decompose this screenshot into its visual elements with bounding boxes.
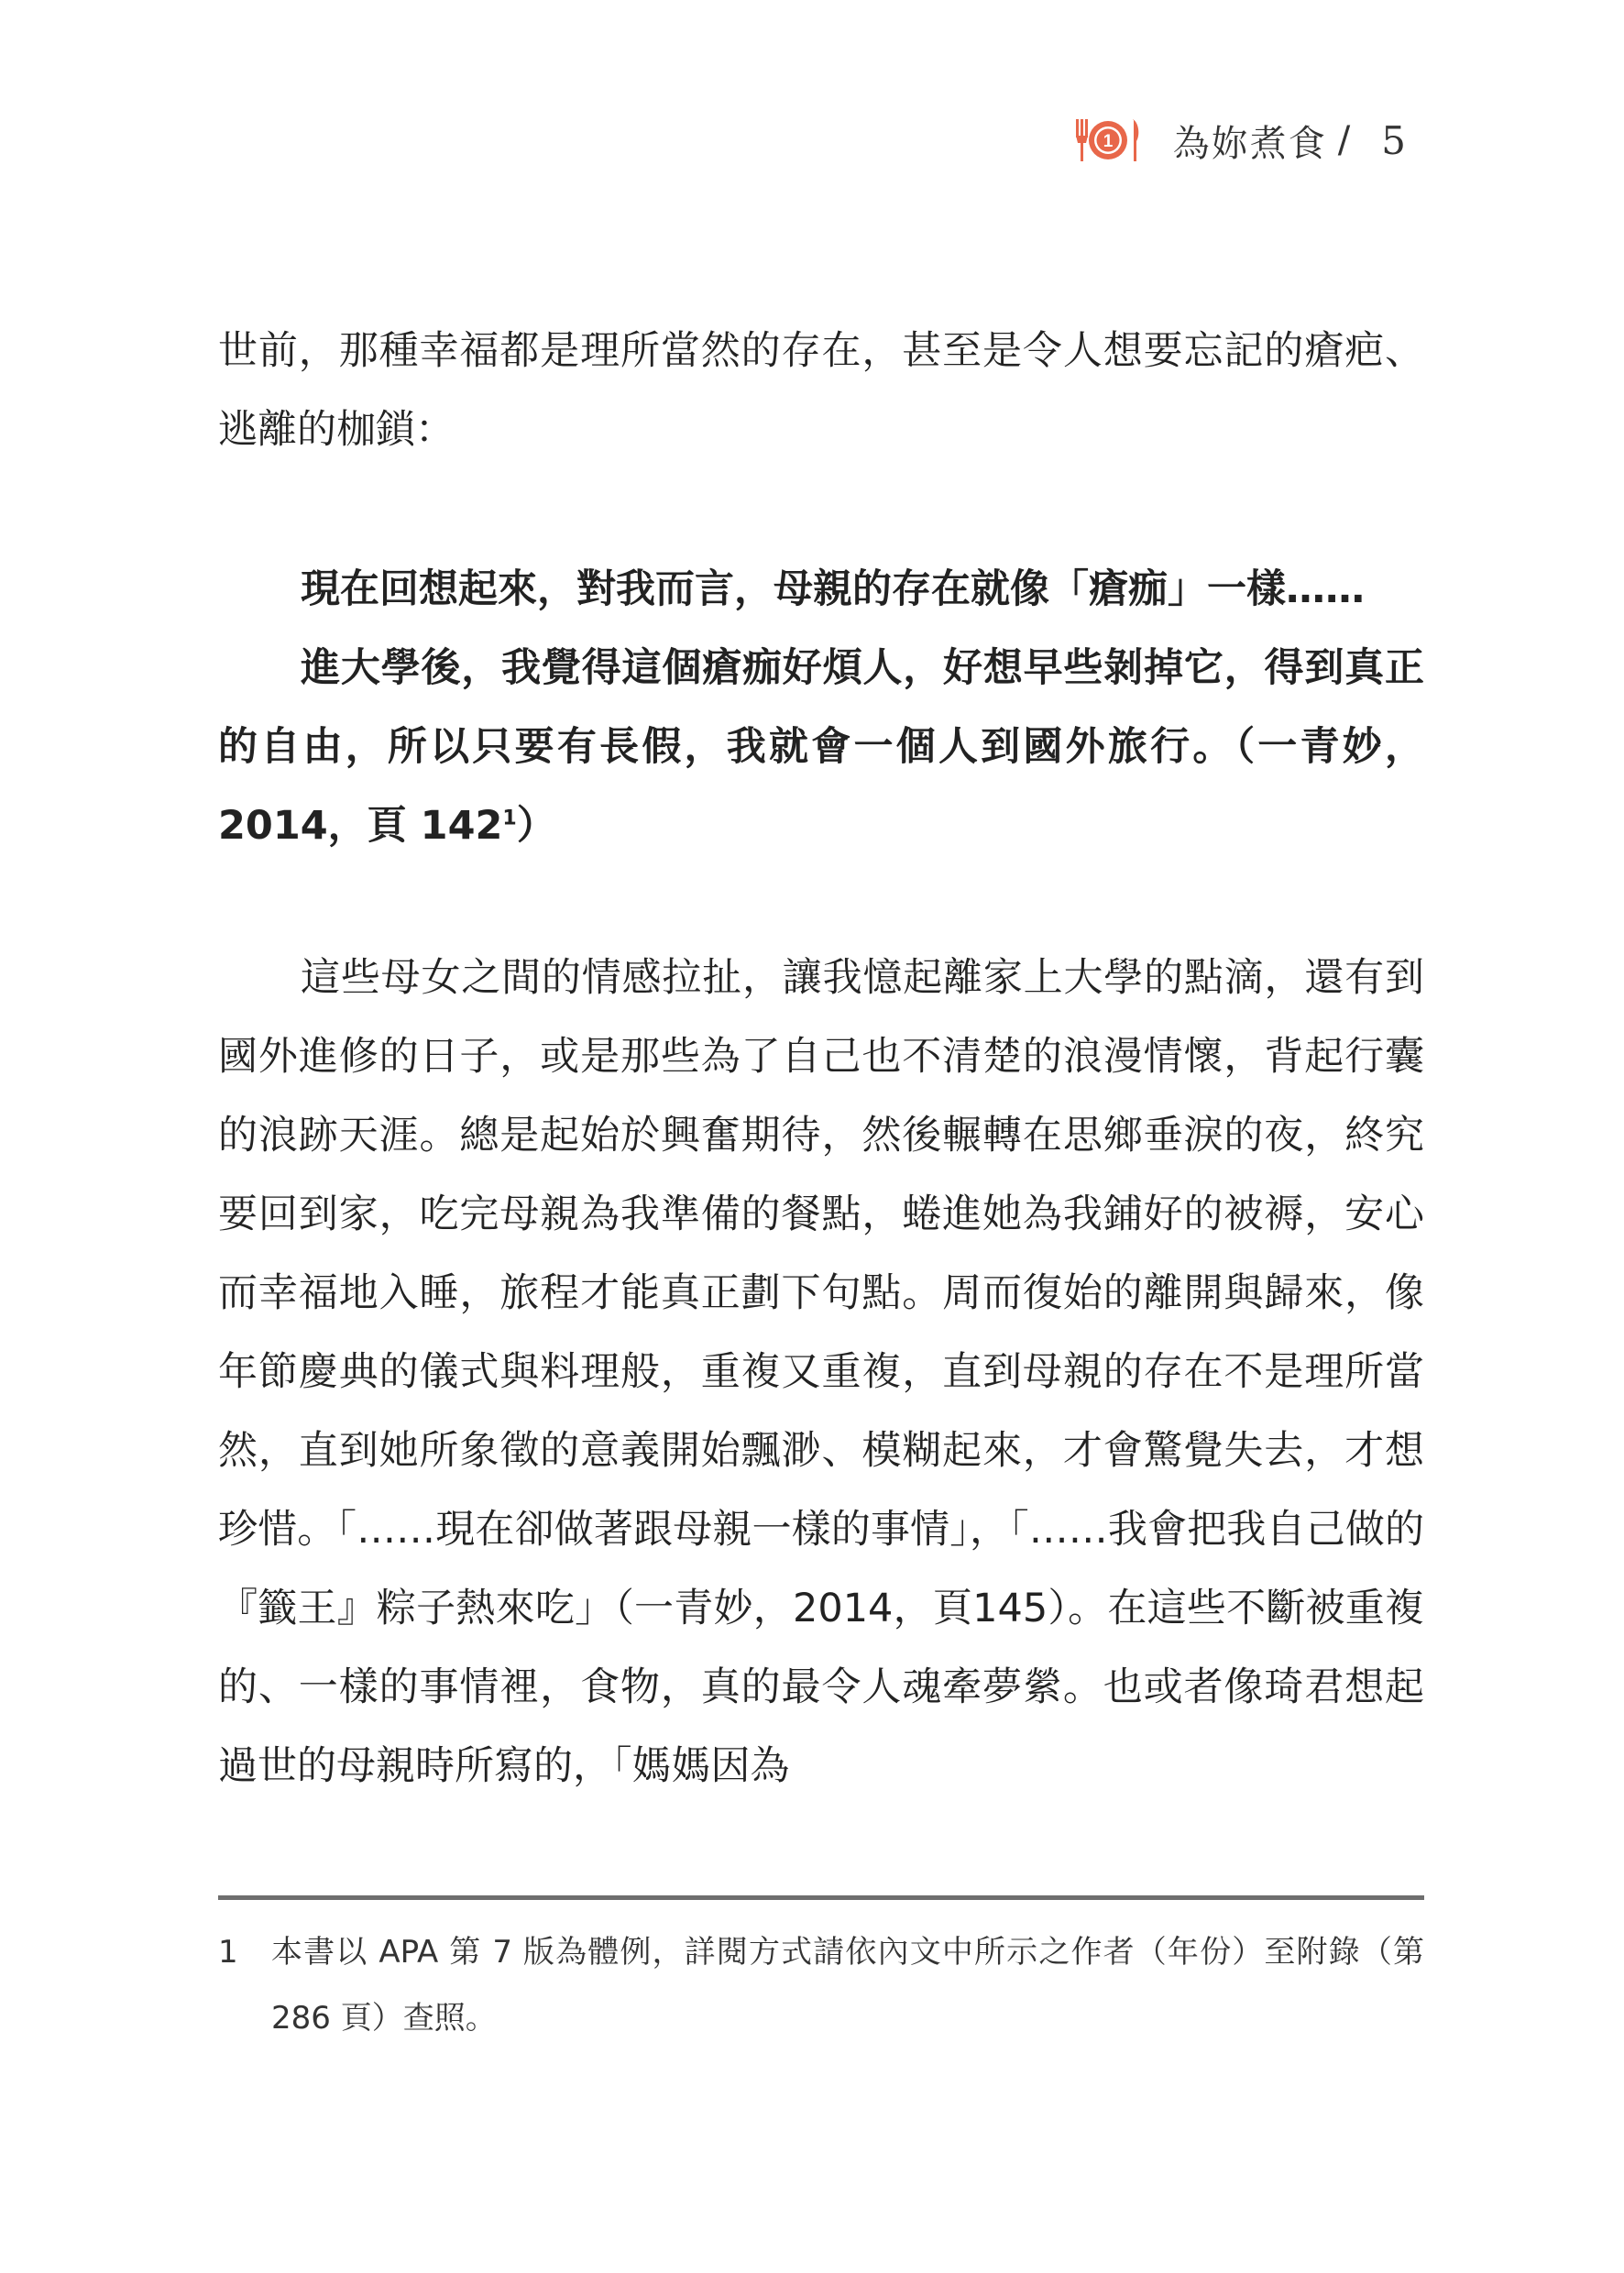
chapter-title: 為妳煮食 [1172, 122, 1327, 165]
quote-close: ） [516, 803, 556, 849]
quote-text: 進大學後，我覺得這個瘡痂好煩人，好想早些剝掉它，得到真正的自由，所以只要有長假，我就會一個人到國外旅行。（一青妙，2014，頁 142 [218, 645, 1424, 849]
footnote-divider [218, 1895, 1424, 1900]
header-separator: / [1337, 119, 1351, 161]
quote-line-2 [218, 629, 1424, 865]
block-quote [218, 550, 1424, 865]
running-header [1074, 108, 1406, 172]
chapter-number: 1 [1103, 132, 1114, 151]
footnote-number: 1 [218, 1934, 238, 1971]
paragraph-continued: 世前，那種幸福都是理所當然的存在，甚至是令人想要忘記的瘡疤、逃離的枷鎖： [218, 328, 1424, 453]
footnote-text: 本書以 APA 第 7 版為體例，詳閱方式請依內文中所示之作者（年份）至附錄（第 286 頁）查照。 [271, 1934, 1424, 2037]
quote-line-1: 現在回想起來，對我而言，母親的存在就像「瘡痂」一樣…… [301, 566, 1365, 612]
footnote [218, 1919, 1424, 2051]
paragraph-main: 這些母女之間的情感拉扯，讓我憶起離家上大學的點滴，還有到國外進修的日子，或是那些為了自己也不清楚的浪漫情懷，背起行囊的浪跡天涯。總是起始於興奮期待，然後輾轉在思鄉垂淚的夜，終究要回到家，吃完母親為我準備的餐點，蜷進她為我鋪好的被褥，安心而幸福地入睡，旅程才能真正劃下句點。周而復始的離開與歸來，像年節慶典的儀式與料理般，重複又重複，直到母親的存在不是理所當然，直到她所象徵的意義開始飄渺、模糊起來，才會驚覺失去，才想珍惜。「……現在卻做著跟母親一樣的事情」，「……我會把我自己做的『籤王』粽子熱來吃」（一青妙，2014，頁145）。在這些不斷被重複的、一樣的事情裡，食物，真的最令人魂牽夢縈。也或者像琦君想起過世的母親時所寫的，「媽媽因為 [218, 955, 1424, 1789]
plate-fork-knife-icon [1074, 114, 1142, 167]
footnote-ref: 1 [502, 807, 517, 830]
page-number: 5 [1381, 117, 1406, 163]
